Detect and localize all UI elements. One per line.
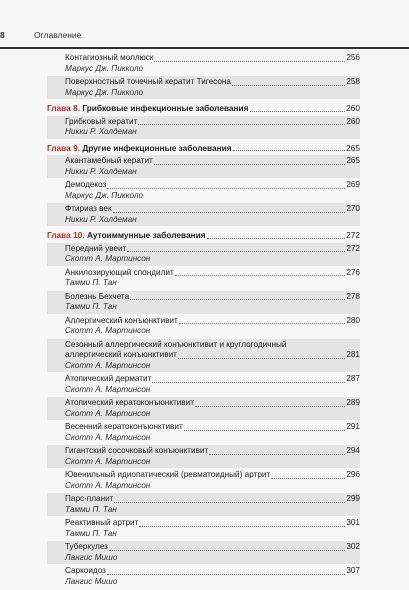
toc-entry[interactable] <box>47 339 360 373</box>
toc-entry[interactable] <box>47 268 360 289</box>
chapter-page: 272 <box>346 230 360 240</box>
entry-author: Никки Р. Холдеман <box>65 214 137 224</box>
toc-entry[interactable] <box>47 203 360 226</box>
dot-leader <box>114 502 345 503</box>
entry-author: Скотт А. Мартинсон <box>65 456 151 466</box>
chapter-page: 260 <box>346 103 360 113</box>
toc-chapter[interactable] <box>47 143 360 154</box>
dot-leader <box>271 478 345 479</box>
entry-page: 294 <box>346 446 360 455</box>
entry-page: 276 <box>346 267 360 277</box>
toc-entry[interactable] <box>47 422 360 443</box>
chapter-title: Грибковые инфекционные заболевания <box>82 103 249 113</box>
entry-title: Атопический дерматит <box>65 374 152 383</box>
entry-author: Скотт А. Мартинсон <box>65 408 151 418</box>
entry-page: 269 <box>346 180 360 189</box>
entry-title: Реактивный артрит <box>65 518 139 527</box>
header-rule <box>0 47 409 49</box>
dot-leader <box>233 150 346 151</box>
dot-leader <box>154 164 346 165</box>
toc-entry[interactable] <box>47 374 360 395</box>
dot-leader <box>184 430 346 431</box>
entry-author: Никки Р. Холдеман <box>65 166 137 176</box>
entry-title: Сезонный аллергический конъюнктивит и круглогодичный <box>65 339 287 349</box>
entry-title: Фтириаз век <box>65 204 112 213</box>
dot-leader <box>178 358 345 359</box>
entry-author: Скотт А. Мартинсон <box>65 384 151 394</box>
entry-author: Маркус Дж. Пикколо <box>65 63 144 73</box>
toc-entry[interactable] <box>47 180 360 201</box>
entry-author: Лангис Мишо <box>65 576 118 586</box>
entry-spacer <box>47 139 360 141</box>
dot-leader <box>152 382 345 383</box>
dot-leader <box>209 454 345 455</box>
entry-spacer <box>47 226 360 228</box>
dot-leader <box>175 275 346 276</box>
dot-leader <box>179 323 346 324</box>
dot-leader <box>127 251 345 252</box>
toc-chapter[interactable] <box>47 230 360 241</box>
table-of-contents <box>47 53 360 589</box>
chapter-title: Другие инфекционные заболевания <box>82 142 232 153</box>
chapter-page: 265 <box>346 142 360 153</box>
toc-entry[interactable] <box>47 566 360 587</box>
entry-title: Парс-планит <box>65 494 114 503</box>
toc-entry[interactable] <box>47 316 360 337</box>
dot-leader <box>154 61 345 62</box>
entry-author: Скотт А. Мартинсон <box>65 480 151 490</box>
entry-author: Тамми П. Тан <box>65 302 117 311</box>
dot-leader <box>250 111 346 112</box>
entry-title: Поверхностный точечный кератит Тигесона <box>65 77 231 86</box>
toc-entry[interactable] <box>47 116 360 139</box>
entry-page: 299 <box>346 494 360 503</box>
entry-author: Скотт А. Мартинсон <box>65 360 151 370</box>
entry-title: Весенний кератоконъюнктивит <box>65 422 183 431</box>
toc-entry[interactable] <box>47 470 360 491</box>
dot-leader <box>130 299 345 300</box>
entry-title: Атопический кератоконъюнктивит <box>65 398 194 407</box>
chapter-label: Глава 10. <box>47 230 85 240</box>
entry-title: Туберкулез <box>65 542 108 551</box>
toc-entry[interactable] <box>47 243 360 266</box>
entry-author: Тамми П. Тан <box>65 528 117 538</box>
entry-spacer <box>47 99 360 101</box>
entry-title: Передний увеит <box>65 243 127 253</box>
entry-page: 296 <box>346 470 360 479</box>
dot-leader <box>107 188 345 189</box>
entry-page: 289 <box>346 398 360 407</box>
entry-page: 270 <box>346 204 360 213</box>
entry-author: Скотт А. Мартинсон <box>65 326 151 335</box>
entry-title: Аллергический конъюнктивит <box>65 315 178 325</box>
entry-title: Демодекоз <box>65 180 107 189</box>
entry-page: 281 <box>346 350 360 359</box>
entry-title-cont: аллергический конъюнктивит <box>65 350 177 359</box>
entry-page: 272 <box>346 243 360 253</box>
entry-title: Саркоидоз <box>65 566 106 575</box>
dot-leader <box>109 550 345 551</box>
toc-entry[interactable] <box>47 518 360 539</box>
entry-page: 287 <box>346 374 360 383</box>
entry-author: Никки Р. Холдеман <box>65 127 137 136</box>
running-header <box>0 30 409 44</box>
entry-author: Скотт А. Мартинсон <box>65 432 151 442</box>
entry-title: Гигантский сосочковый конъюнктивит <box>65 446 209 455</box>
entry-author: Скотт А. Мартинсон <box>65 254 151 263</box>
entry-page: 291 <box>346 422 360 431</box>
entry-author: Маркус Дж. Пикколо <box>65 87 144 97</box>
entry-author: Маркус Дж. Пикколо <box>65 190 144 200</box>
entry-page: 280 <box>346 315 360 325</box>
dot-leader <box>113 212 346 213</box>
entry-title: Болезнь Бехчета <box>65 291 130 301</box>
dot-leader <box>232 85 345 86</box>
entry-author: Лангис Мишо <box>65 552 118 562</box>
entry-title: Ювенильный идиопатический (ревматоидный) артрит <box>65 470 271 479</box>
chapter-title: Аутоиммунные заболевания <box>86 230 206 240</box>
entry-page: 302 <box>346 542 360 551</box>
dot-leader <box>195 406 345 407</box>
entry-title: Акантамебный кератит <box>65 156 153 165</box>
page-number: 8 <box>0 30 5 40</box>
entry-author: Тамми П. Тан <box>65 278 117 287</box>
entry-page: 301 <box>346 518 360 527</box>
entry-title: Грибковый кератит <box>65 116 138 126</box>
entry-title: Контагиозный моллюск <box>65 53 154 62</box>
toc-entry[interactable] <box>47 541 360 564</box>
entry-page: 307 <box>346 566 360 575</box>
dot-leader <box>207 238 346 239</box>
dot-leader <box>138 124 345 125</box>
toc-entry[interactable] <box>47 155 360 178</box>
toc-entry[interactable] <box>47 291 360 314</box>
toc-entry[interactable] <box>47 445 360 468</box>
entry-author: Тамми П. Тан <box>65 504 117 514</box>
toc-entry[interactable] <box>47 76 360 99</box>
entry-page: 265 <box>346 156 360 165</box>
dot-leader <box>139 526 345 527</box>
entry-page: 260 <box>346 116 360 126</box>
entry-title: Анкилозирующий спондилит <box>65 267 174 277</box>
chapter-label: Глава 8. <box>47 103 81 113</box>
toc-entry[interactable] <box>47 397 360 420</box>
entry-page: 256 <box>346 53 360 62</box>
toc-chapter[interactable] <box>47 103 360 114</box>
toc-entry[interactable] <box>47 493 360 516</box>
entry-page: 258 <box>346 77 360 86</box>
chapter-label: Глава 9. <box>47 142 81 153</box>
toc-entry[interactable] <box>47 53 360 74</box>
running-title: Оглавление <box>34 30 82 40</box>
dot-leader <box>107 574 345 575</box>
entry-page: 278 <box>346 291 360 301</box>
entry-spacer <box>47 587 360 589</box>
